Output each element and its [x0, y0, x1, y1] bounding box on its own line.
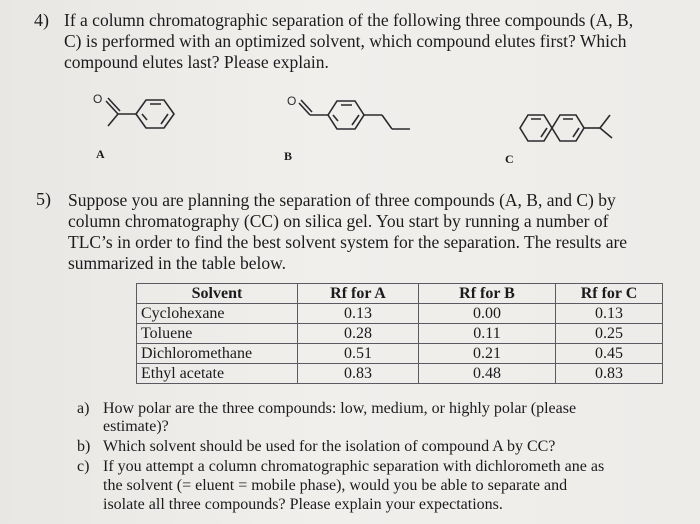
solvent-cell: Toluene [137, 324, 298, 344]
compound-c-structure [520, 115, 612, 141]
rf-a-cell: 0.83 [298, 364, 419, 384]
compound-b-structure [287, 94, 410, 129]
compound-a-label: A [96, 147, 105, 161]
header-rf-c: Rf for C [556, 284, 663, 304]
question-4-line-1: If a column chromatographic separation of the following three compounds (A, B, [64, 10, 634, 30]
molecule-structures [0, 80, 700, 170]
rf-a-cell: 0.51 [298, 344, 419, 364]
subquestion-c-label: c) [77, 458, 90, 475]
svg-text:O: O [287, 94, 297, 108]
subquestion-a-line-1: How polar are the three compounds: low, medium, or highly polar (please [103, 400, 577, 417]
table-header-row [137, 284, 663, 304]
rf-b-cell: 0.11 [419, 324, 556, 344]
rf-b-cell: 0.00 [419, 304, 556, 324]
compound-a-structure [93, 92, 174, 128]
question-5-line-1: Suppose you are planning the separation of three compounds (A, B, and C) by [68, 190, 616, 210]
compound-c-label: C [505, 152, 514, 166]
solvent-cell: Ethyl acetate [137, 364, 298, 384]
rf-c-cell: 0.25 [556, 324, 663, 344]
subquestion-a-line-2: estimate)? [103, 418, 169, 435]
question-4-line-3: compound elutes last? Please explain. [64, 52, 329, 72]
table-row [137, 344, 663, 364]
header-rf-a: Rf for A [298, 284, 419, 304]
rf-a-cell: 0.28 [298, 324, 419, 344]
rf-c-cell: 0.13 [556, 304, 663, 324]
rf-table [136, 283, 663, 384]
rf-b-cell: 0.21 [419, 344, 556, 364]
subquestion-b-label: b) [77, 438, 91, 455]
subquestion-b-line-1: Which solvent should be used for the isolation of compound A by CC? [103, 438, 556, 455]
question-4-number: 4) [34, 10, 49, 30]
question-5-line-2: column chromatography (CC) on silica gel. You start by running a number of [68, 211, 609, 231]
question-4-line-2: C) is performed with an optimized solvent, which compound elutes first? Which [64, 31, 627, 51]
table-row [137, 304, 663, 324]
solvent-cell: Dichloromethane [137, 344, 298, 364]
subquestion-c-line-3: isolate all three compounds? Please explain your expectations. [103, 496, 503, 513]
solvent-cell: Cyclohexane [137, 304, 298, 324]
rf-c-cell: 0.83 [556, 364, 663, 384]
subquestion-a-label: a) [77, 400, 90, 417]
rf-c-cell: 0.45 [556, 344, 663, 364]
question-5-number: 5) [36, 189, 51, 209]
question-5-line-3: TLC’s in order to find the best solvent system for the separation. The results are [68, 232, 628, 252]
table-row [137, 324, 663, 344]
table-row [137, 364, 663, 384]
compound-b-label: B [284, 149, 293, 163]
header-rf-b: Rf for B [419, 284, 556, 304]
question-5-line-4: summarized in the table below. [68, 253, 287, 273]
subquestion-c-line-1: If you attempt a column chromatographic separation with dichlorometh ane as [103, 458, 605, 475]
rf-a-cell: 0.13 [298, 304, 419, 324]
subquestion-c-line-2: the solvent (= eluent = mobile phase), would you be able to separate and [103, 477, 568, 494]
header-solvent: Solvent [137, 284, 298, 304]
svg-text:O: O [93, 92, 103, 106]
rf-b-cell: 0.48 [419, 364, 556, 384]
